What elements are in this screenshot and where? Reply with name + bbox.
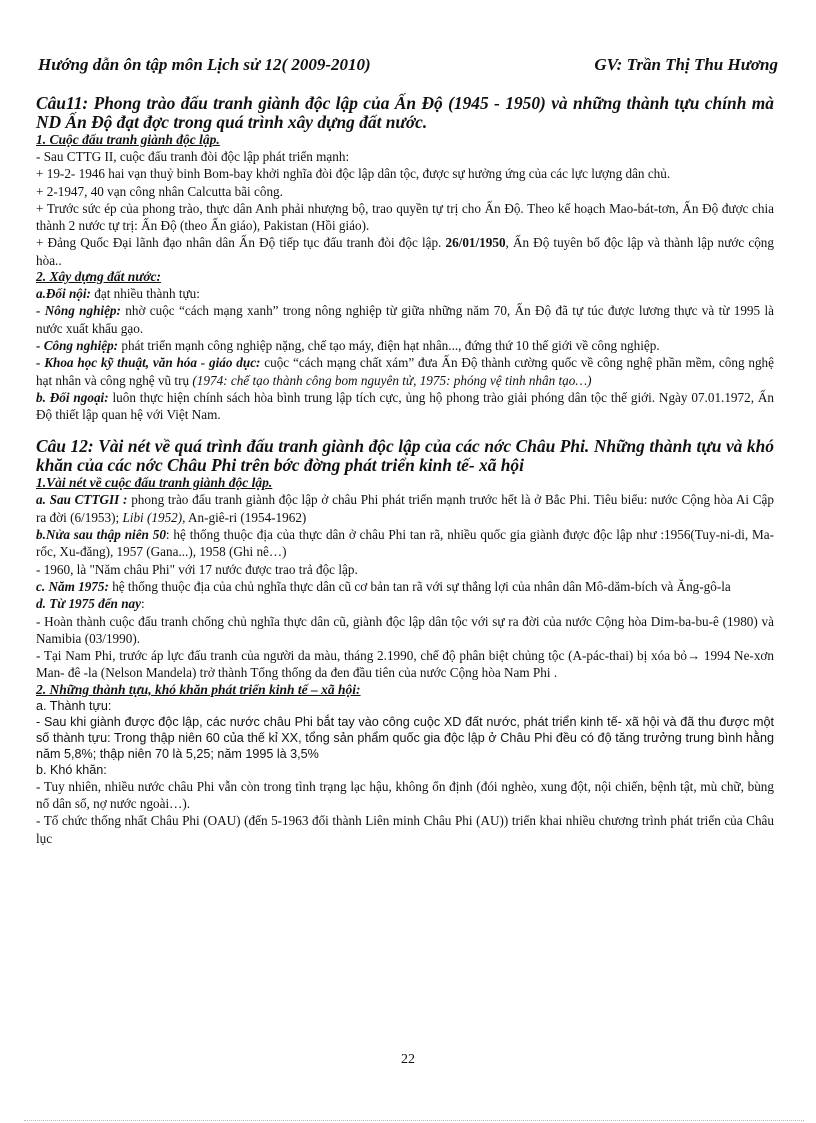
- q11-domestic-text: đạt nhiều thành tựu:: [90, 286, 200, 302]
- header-teacher: GV: Trần Thị Thu Hương: [594, 55, 778, 74]
- q11-foreign: [36, 389, 774, 424]
- q12-section-1-heading: 1.Vài nét về cuộc đấu tranh giành độc lập.: [36, 475, 273, 491]
- q11-foreign-text: luôn thực hiện chính sách hòa bình trung lập tích cực, ủng hộ phong trào giải phóng dân tộc thế giới. Ngày 07.01.1972, Ấn Độ thiết lập quan hệ với Việt Nam.: [36, 389, 774, 423]
- q12-year-1975-label: c. Năm 1975:: [36, 578, 109, 594]
- q12-late-50s: [36, 526, 774, 561]
- q12-after-war: [36, 491, 774, 526]
- document-body: [36, 94, 774, 847]
- q11-science-note: (1974: chế tạo thành công bom nguyên tử, 1975: phóng vệ tinh nhân tạo…): [192, 372, 592, 388]
- q12-achievements-text: - Sau khi giành được độc lập, các nước châu Phi bắt tay vào công cuộc XD đất nước, phát triển kinh tế- xã hội và đã thu được một số thành tựu: Trong thập niên 60 của thế kỉ XX, tổng sản phẩm quốc gia độc lập ở Châu Phi đều có độ tăng trưởng trung bình hằng năm 5,8%; thập niên 70 là 5,25; năm 1995 là 3,5%: [36, 714, 774, 761]
- q11-s1-paragraph-3: + 2-1947, 40 vạn công nhân Calcutta bãi công.: [36, 183, 283, 199]
- q12-late-50s-label: b.Nửa sau thập niên 50: [36, 527, 166, 543]
- q12-difficulties-p2: - Tổ chức thống nhất Châu Phi (OAU) (đến 5-1963 đổi thành Liên minh Châu Phi (AU)) triển khai nhiều chương trình phát triển của Châu lục: [36, 813, 774, 846]
- q11-agriculture-text: nhờ cuộc “cách mạng xanh” trong nông nghiệp từ giữa những năm 70, Ấn Độ đã tự túc được lương thực và từ 1995 là nước xuất khẩu gạo.: [36, 303, 774, 336]
- q12-year-1975: [36, 578, 774, 595]
- q12-late-50s-text: : hệ thống thuộc địa của thực dân ở châu Phi tan rã, nhiều quốc gia giành được độc lập như :1956(Tuy-ni-di, Ma-rốc, Xu-đăng), 1957 (Gana...), 1958 (Ghi nê…): [36, 527, 774, 560]
- q11-s1-paragraph-2: + 19-2- 1946 hai vạn thuỷ binh Bom-bay khởi nghĩa đòi độc lập dân tộc, được sự hưởng ứng của các lực lượng dân chủ.: [36, 166, 671, 182]
- question-11-title: Câu11: Phong trào đấu tranh giành độc lập của Ấn Độ (1945 - 1950) và những thành tựu chính mà ND Ấn Độ đạt đợc trong quá trình xây dựng đất nước.: [36, 93, 774, 132]
- header-course-label: Hướng dẫn ôn tập môn: [38, 55, 203, 74]
- q11-agriculture-label: - Nông nghiệp:: [36, 303, 121, 319]
- q11-agriculture: [36, 302, 774, 337]
- header-year: ( 2009-2010): [281, 55, 371, 74]
- q11-science-label: - Khoa học kỹ thuật, văn hóa - giáo dục:: [36, 355, 261, 371]
- q11-s1-paragraph-4: + Trước sức ép của phong trào, thực dân Anh phải nhượng bộ, trao quyền tự trị cho Ấn Độ. Theo kế hoạch Mao-bát-tơn, Ấn Độ được chia thành 2 nước tự trị: Ấn Độ (theo Ấn giáo), Pakistan (Hồi giáo).: [36, 200, 774, 234]
- question-12-title: Câu 12: Vài nét về quá trình đấu tranh giành độc lập của các nớc Châu Phi. Những thành tựu và khó khăn của các nớc Châu Phi trên bớc đờng phát triển kinh tế- xã hội: [36, 436, 774, 476]
- q12-difficulties-p1: - Tuy nhiên, nhiều nước châu Phi vẫn còn trong tình trạng lạc hậu, không ổn định (đói nghèo, xung đột, nội chiến, bệnh tật, mù chữ, bùng nổ dân số, nợ nước ngoài…).: [36, 778, 774, 812]
- q11-section-2-heading: 2. Xây dựng đất nước:: [36, 269, 162, 285]
- q12-after-war-algeria: An-giê-ri (1954-1962): [185, 509, 307, 525]
- q11-industry-text: phát triển mạnh công nghiệp nặng, chế tạo máy, điện hạt nhân..., đứng thứ 10 thế giới về công nghiệp.: [118, 337, 660, 353]
- q12-since-1975-p2: - Tại Nam Phi, trước áp lực đấu tranh của người da màu, tháng 2.1990, chế độ phân biệt chủng tộc (A-pác-thai) bị xóa bỏ→ 1994 Ne-xơn Man- đê -la (Nelson Mandela) trở thành Tổng thống da đen đầu tiên của nước Cộng hòa Nam Phi .: [36, 648, 774, 681]
- q12-year-1975-text: hệ thống thuộc địa của chủ nghĩa thực dân cũ cơ bản tan rã với sự thắng lợi của nhân dân Mô-dăm-bích và Ăng-gô-la: [108, 578, 731, 594]
- page-header: [38, 52, 778, 78]
- q12-difficulties-label: b. Khó khăn:: [36, 762, 107, 777]
- header-subject: Lịch sử 12: [207, 55, 282, 74]
- q11-science-text: cuộc “cách mạng chất xám” đưa Ấn Độ thành cường quốc về công nghệ phần mềm, công nghệ hạt nhân và công nghệ vũ trụ: [36, 355, 774, 388]
- q12-section-2-heading: 2. Những thành tựu, khó khăn phát triển kinh tế – xã hội:: [36, 681, 361, 697]
- q12-since-1975-colon: :: [140, 596, 145, 612]
- q12-after-war-libya: Libi (1952),: [122, 509, 186, 525]
- q11-s1-paragraph-5: [36, 234, 774, 269]
- q11-industry-label: - Công nghiệp:: [36, 337, 119, 353]
- q12-year-1960: - 1960, là "Năm châu Phi" với 17 nước được trao trả độc lập.: [36, 561, 358, 577]
- q11-industry: [36, 337, 774, 354]
- q11-domestic-line: [36, 285, 774, 302]
- page-bottom-divider: [24, 1120, 804, 1121]
- q11-domestic-label: a.Đối nội:: [36, 286, 91, 302]
- q11-section-1-heading: 1. Cuộc đấu tranh giành độc lập.: [36, 132, 220, 147]
- q11-s1-p5-rest: , Ấn Độ tuyên bố độc lập và thành lập nước cộng hòa..: [36, 235, 774, 268]
- q11-s1-p5-text: + Đảng Quốc Đại lãnh đạo nhân dân Ấn Độ tiếp tục đấu tranh đòi độc lập.: [36, 235, 446, 251]
- q12-since-1975: [36, 595, 774, 612]
- q12-after-war-label: a. Sau CTTGII :: [36, 492, 128, 508]
- q11-s1-paragraph-1: - Sau CTTG II, cuộc đấu tranh đòi độc lập phát triển mạnh:: [36, 149, 350, 164]
- q12-achievements-label: a. Thành tựu:: [36, 698, 112, 713]
- q11-s1-p5-date: 26/01/1950: [445, 235, 506, 251]
- q12-since-1975-p1: - Hoàn thành cuộc đấu tranh chống chủ nghĩa thực dân cũ, giành độc lập dân tộc với sự ra đời của nước Cộng hòa Dim-ba-bu-ê (1980) và Namibia (03/1990).: [36, 613, 774, 646]
- header-course: [38, 55, 371, 75]
- q12-after-war-text: phong trào đấu tranh giành độc lập ở châu Phi phát triển mạnh trước hết là ở Bắc Phi. Tiêu biểu: nước Cộng hòa Ai Cập ra đời (6/1953);: [36, 492, 774, 525]
- spacer: [36, 423, 774, 437]
- page-number: 22: [401, 1052, 415, 1067]
- q11-foreign-label: b. Đối ngoại:: [36, 389, 109, 405]
- q12-since-1975-label: d. Từ 1975 đến nay: [36, 596, 141, 612]
- q11-science: [36, 354, 774, 389]
